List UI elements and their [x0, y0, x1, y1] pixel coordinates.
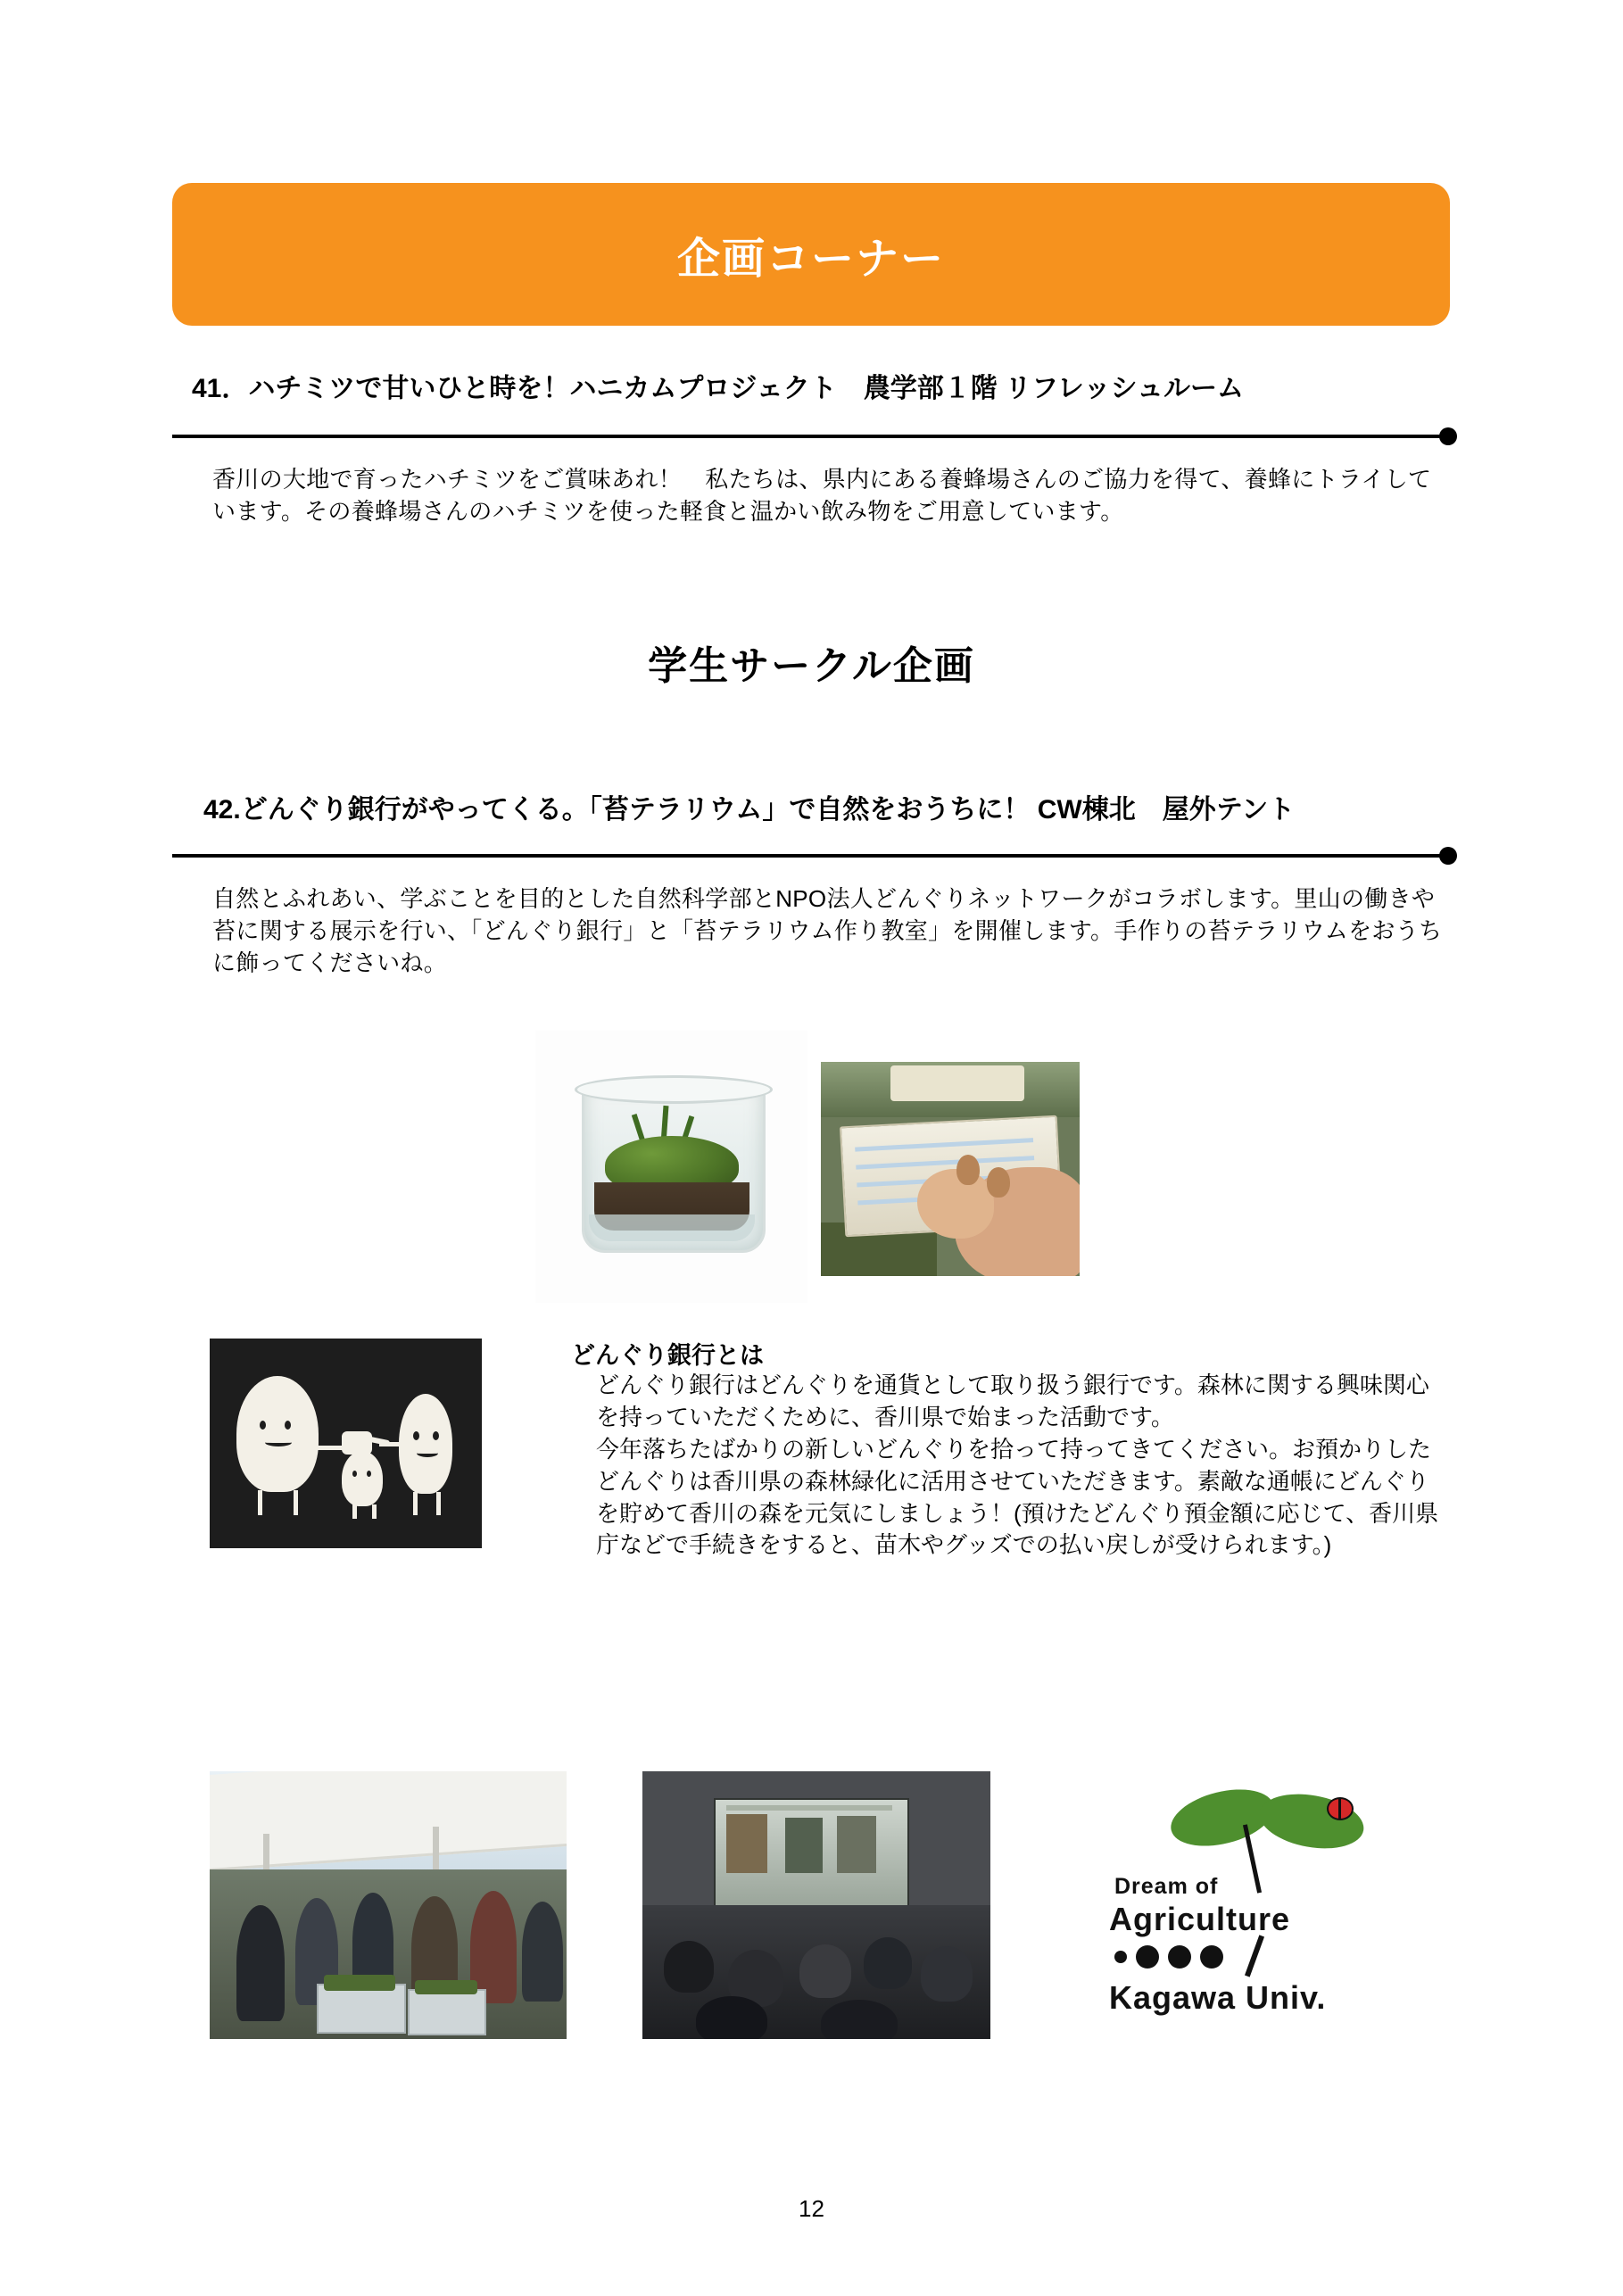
acorn-leg: [294, 1490, 298, 1515]
banner-title: 企画コーナー: [676, 235, 945, 283]
hand-shape: [917, 1169, 994, 1239]
rule-dot-icon: [1439, 847, 1457, 865]
acorn-character-large: [236, 1376, 319, 1492]
rule-dot-icon: [1439, 427, 1457, 445]
slide-figure: [785, 1818, 823, 1873]
passbook-line: [855, 1138, 1033, 1151]
acorn-characters-illustration: [210, 1339, 482, 1548]
acorn-mouth: [417, 1449, 438, 1457]
jar-rim-shape: [575, 1075, 773, 1104]
circle-projects-title: 学生サークル企画: [648, 644, 975, 688]
section-42-rule: [172, 854, 1450, 858]
dot: [1200, 1945, 1223, 1969]
dot: [1168, 1945, 1191, 1969]
stem-icon: [1243, 1824, 1262, 1893]
ladybug-icon: [1327, 1797, 1354, 1820]
acorn-arm: [379, 1442, 402, 1446]
terrarium-photo: [535, 1031, 807, 1303]
section-42-body: [187, 883, 1445, 980]
donguri-bank-paragraph-2: 今年落ちたばかりの新しいどんぐりを拾って持ってきてください。お預かりしたどんぐりは香川県の森林緑化に活用させていただきます。素敵な通帳にどんぐりを貯めて香川の森を元気にしましょう！(預けたどんぐり預金額に応じて、香川県庁などで手続きをすると、苗木やグッズでの払い戻しが受けられます。): [596, 1435, 1439, 1559]
acorn-character-small: [342, 1451, 383, 1506]
acorn-leg: [258, 1490, 262, 1515]
acorn-eye: [260, 1421, 266, 1430]
section-41-rule: [172, 435, 1450, 438]
crate-shape: [317, 1984, 406, 2034]
leaf-icon: [1255, 1786, 1368, 1856]
acorn-mouth: [265, 1438, 292, 1446]
person-silhouette: [522, 1902, 563, 2002]
slide-figure: [837, 1816, 876, 1873]
dot: [1136, 1945, 1159, 1969]
person-silhouette: [236, 1905, 285, 2021]
kagawa-univ-logo: [1084, 1776, 1437, 2035]
acorn-leg: [372, 1504, 377, 1519]
slide-figure: [726, 1814, 767, 1873]
donguri-passbook-photo: [821, 1062, 1080, 1276]
donguri-bank-paragraph-1: どんぐり銀行はどんぐりを通貨として取り扱う銀行です。森林に関する興味関心を持っていただくために、香川県で始まった活動です。: [596, 1372, 1429, 1430]
water-shape: [589, 1214, 755, 1241]
acorn-eye: [285, 1421, 291, 1430]
audience-head: [696, 1996, 767, 2039]
lecture-hall-photo: [642, 1771, 990, 2039]
page-number: 12: [799, 2195, 824, 2222]
audience-head: [864, 1937, 912, 1989]
section-banner: [172, 183, 1450, 326]
outdoor-tent-photo: [210, 1771, 567, 2039]
logo-line-3: Kagawa Univ.: [1109, 1979, 1327, 2016]
acorn-shape: [956, 1155, 980, 1185]
projection-screen: [714, 1798, 909, 1909]
acorn-eye: [352, 1471, 357, 1477]
audience-head: [664, 1941, 714, 1993]
donguri-bank-body: [571, 1370, 1445, 1562]
produce-shape: [324, 1975, 395, 1991]
section-42-body-text: 自然とふれあい、学ぶことを目的とした自然科学部とNPO法人どんぐりネットワークがコラボします。里山の働きや苔に関する展示を行い、「どんぐり銀行」と「苔テラリウム作り教室」を開催します。手作りの苔テラリウムをおうちに飾ってくださいね。: [212, 885, 1443, 976]
logo-line-1: Dream of: [1114, 1874, 1219, 1899]
donguri-bank-title: どんぐり銀行とは: [571, 1342, 764, 1369]
acorn-shape: [987, 1167, 1010, 1198]
acorn-eye: [413, 1431, 419, 1440]
slash-decoration: [1245, 1935, 1264, 1977]
acorn-leg: [352, 1504, 357, 1519]
acorn-character-medium: [399, 1394, 452, 1494]
passbook-line: [856, 1156, 1034, 1169]
audience-head: [799, 1944, 851, 1998]
acorn-leg: [413, 1492, 418, 1515]
section-41-body-text: 香川の大地で育ったハチミツをご賞味あれ！ 私たちは、県内にある養蜂場さんのご協力を得て、養蜂にトライしています。その養蜂場さんのハチミツを使った軽食と温かい飲み物をご用意しています。: [212, 466, 1432, 525]
acorn-leg: [436, 1492, 441, 1515]
produce-shape: [415, 1980, 477, 1994]
logo-line-2: Agriculture: [1109, 1901, 1291, 1937]
audience-head: [921, 1946, 973, 2002]
acorn-arm: [315, 1446, 345, 1450]
acorn-eye: [367, 1471, 371, 1477]
section-42-heading: 42.どんぐり銀行がやってくる。「苔テラリウム」で自然をおうちに！ CW棟北 屋外テント: [203, 795, 1296, 825]
dots-decoration: [1114, 1945, 1223, 1969]
section-41-body: [187, 464, 1445, 528]
dot-small: [1114, 1951, 1127, 1963]
booth-sign: [890, 1065, 1024, 1101]
acorn-eye: [433, 1431, 439, 1440]
audience-head: [821, 2000, 898, 2039]
slide-title-bar: [726, 1805, 892, 1811]
section-41-heading: 41．ハチミツで甘いひと時を！ハニカムプロジェクト 農学部１階 リフレッシュルーム: [192, 374, 1245, 403]
crate-shape: [408, 1989, 486, 2035]
